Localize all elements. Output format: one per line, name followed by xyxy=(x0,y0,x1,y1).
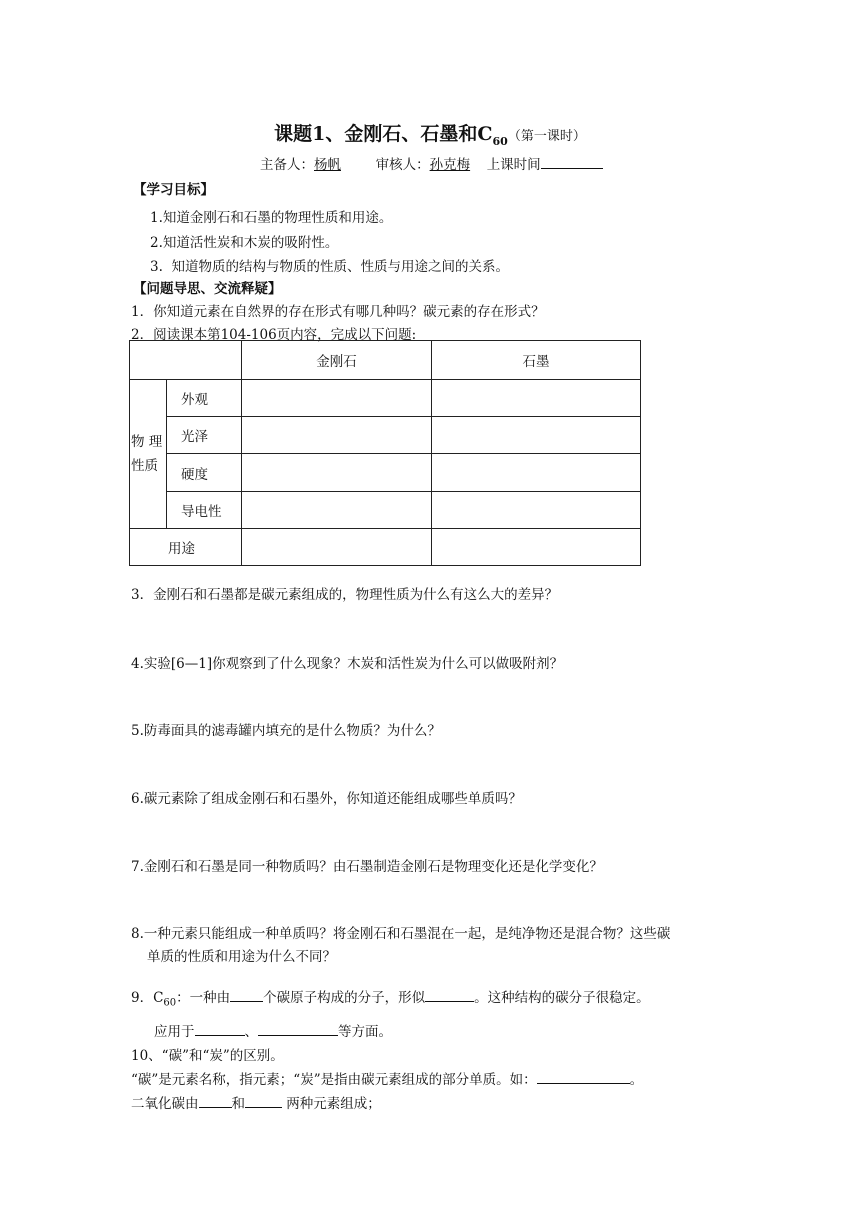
q9-text-b: 个碳原子构成的分子，形似 xyxy=(263,990,426,1006)
table-cell-input[interactable] xyxy=(432,417,641,454)
table-cell-input[interactable] xyxy=(432,454,641,491)
row-label-luster: 光泽 xyxy=(167,417,242,454)
question-9-line1 xyxy=(131,986,650,1009)
question-9-line2 xyxy=(154,1020,392,1040)
q9-text-a: ：一种由 xyxy=(176,990,231,1006)
question-8-line1: 8.一种元素只能组成一种单质吗？将金刚石和石墨混在一起，是纯净物还是混合物？这些碳 xyxy=(131,926,671,942)
title-main: 课题1、金刚石、石墨和C xyxy=(274,123,493,145)
row-label-appearance: 外观 xyxy=(167,380,242,417)
question-7: 7.金刚石和石墨是同一种物质吗？由石墨制造金刚石是物理变化还是化学变化？ xyxy=(131,859,603,875)
group-label-line1: 物 理 xyxy=(131,433,163,450)
q9-subscript: 60 xyxy=(163,997,177,1009)
question-4: 4.实验[6—1]你观察到了什么现象？木炭和活性炭为什么可以做吸附剂？ xyxy=(131,656,564,672)
table-cell-input[interactable] xyxy=(242,491,432,528)
time-blank[interactable] xyxy=(541,156,603,169)
q10-blank-element1[interactable] xyxy=(199,1095,232,1108)
q9-blank-shape[interactable] xyxy=(425,989,474,1002)
goal-item: 1.知道金刚石和石墨的物理性质和用途。 xyxy=(150,210,393,226)
guide-heading: 【问题导思、交流释疑】 xyxy=(133,281,282,297)
reviewer-name: 孙克梅 xyxy=(429,157,471,173)
q9-line2-a: 应用于 xyxy=(154,1024,195,1040)
q9-blank-count[interactable] xyxy=(230,989,263,1002)
page-title xyxy=(0,119,860,148)
q10-line3-c: 两种元素组成； xyxy=(282,1096,381,1112)
q10-blank-example[interactable] xyxy=(537,1071,630,1084)
q9-blank-use2[interactable] xyxy=(258,1023,338,1036)
table-header-graphite: 石墨 xyxy=(432,341,641,380)
q9-line2-b: 、 xyxy=(244,1024,258,1040)
question-10-line3 xyxy=(131,1092,381,1112)
table-corner-cell xyxy=(130,341,242,380)
table-cell-input[interactable] xyxy=(242,454,432,491)
question-5: 5.防毒面具的滤毒罐内填充的是什么物质？为什么？ xyxy=(131,723,441,739)
q10-line3-b: 和 xyxy=(231,1096,245,1112)
title-subscript: 60 xyxy=(492,134,508,148)
row-label-conductivity: 导电性 xyxy=(167,491,242,528)
group-label-line2: 性质 xyxy=(131,457,158,474)
q10-line2-a: “碳”是元素名称，指元素；“炭”是指由碳元素组成的部分单质。如： xyxy=(131,1072,537,1088)
question-10: 10、“碳”和“炭”的区别。 xyxy=(131,1048,284,1064)
q10-line3-a: 二氧化碳由 xyxy=(131,1096,199,1112)
table-cell-input[interactable] xyxy=(432,491,641,528)
reviewer-label: 审核人： xyxy=(375,157,430,173)
table-cell-input[interactable] xyxy=(432,528,641,565)
table-header-diamond: 金刚石 xyxy=(242,341,432,380)
q10-line2-b: 。 xyxy=(629,1072,644,1088)
question-1: 1．你知道元素在自然界的存在形式有哪几种吗？碳元素的存在形式？ xyxy=(131,304,545,320)
q9-prefix: 9．C xyxy=(131,990,164,1006)
preparer-label: 主备人： xyxy=(260,157,314,173)
question-8-line2: 单质的性质和用途为什么不同？ xyxy=(147,949,336,965)
goal-item: 3. 知道物质的结构与物质的性质、性质与用途之间的关系。 xyxy=(150,259,509,275)
goal-item: 2.知道活性炭和木炭的吸附性。 xyxy=(150,235,339,251)
table-cell-input[interactable] xyxy=(242,380,432,417)
row-label-use: 用途 xyxy=(130,528,242,565)
table-cell-input[interactable] xyxy=(242,417,432,454)
q9-text-c: 。这种结构的碳分子很稳定。 xyxy=(474,990,650,1006)
q9-blank-use1[interactable] xyxy=(195,1023,245,1036)
question-2: 2．阅读课本第104-106页内容，完成以下问题: xyxy=(131,327,417,343)
question-10-line2 xyxy=(131,1068,643,1088)
row-label-hardness: 硬度 xyxy=(167,454,242,491)
physical-property-label xyxy=(130,380,167,529)
question-6: 6.碳元素除了组成金刚石和石墨外，你知道还能组成哪些单质吗？ xyxy=(131,791,522,807)
meta-line xyxy=(260,153,603,173)
title-suffix: （第一课时） xyxy=(507,129,586,144)
time-label: 上课时间 xyxy=(486,157,541,173)
q10-blank-element2[interactable] xyxy=(245,1095,282,1108)
table-cell-input[interactable] xyxy=(242,528,432,565)
properties-table xyxy=(129,340,641,566)
goals-heading: 【学习目标】 xyxy=(133,182,214,198)
question-3: 3．金刚石和石墨都是碳元素组成的，物理性质为什么有这么大的差异？ xyxy=(131,587,559,603)
table-cell-input[interactable] xyxy=(432,380,641,417)
preparer-name: 杨帆 xyxy=(314,157,341,173)
q9-line2-c: 等方面。 xyxy=(338,1024,392,1040)
